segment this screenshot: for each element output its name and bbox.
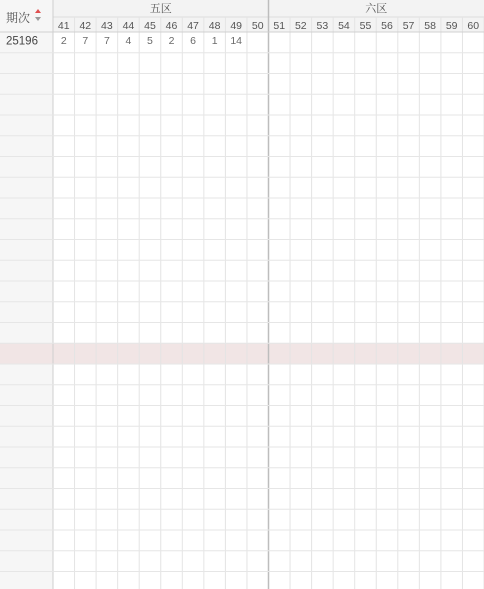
column-header: 52 <box>294 20 307 32</box>
column-header: 54 <box>338 20 350 32</box>
miss-count: 14 <box>230 35 243 48</box>
column-header: 48 <box>208 20 221 32</box>
period-column-bg <box>0 0 53 589</box>
miss-count: 2 <box>60 35 67 48</box>
column-header: 46 <box>165 20 178 32</box>
column-header: 58 <box>424 20 436 32</box>
column-header: 50 <box>251 20 264 32</box>
column-header: 41 <box>57 20 70 32</box>
column-header: 56 <box>381 20 393 32</box>
column-header: 44 <box>122 20 135 32</box>
column-header: 45 <box>144 20 156 32</box>
column-header: 60 <box>467 20 480 32</box>
period-header[interactable]: 期次 <box>6 11 31 25</box>
column-header: 42 <box>79 20 92 32</box>
miss-count: 2 <box>168 35 175 48</box>
zone6-label: 六区 <box>365 3 388 15</box>
column-header: 55 <box>359 20 372 32</box>
highlighted-row <box>0 343 484 364</box>
miss-count: 4 <box>125 35 132 48</box>
period-number: 25196 <box>6 35 38 48</box>
column-header: 51 <box>273 20 286 32</box>
column-header: 59 <box>445 20 458 32</box>
column-header: 49 <box>230 20 243 32</box>
miss-count: 1 <box>211 35 218 48</box>
zone5-label: 五区 <box>149 3 172 15</box>
column-header: 43 <box>101 20 113 32</box>
miss-count: 6 <box>190 35 196 48</box>
column-header: 57 <box>402 20 415 32</box>
column-header: 53 <box>316 20 329 32</box>
column-header: 47 <box>187 20 199 32</box>
miss-count: 7 <box>82 35 89 48</box>
miss-count: 5 <box>147 35 153 48</box>
miss-count: 7 <box>103 35 110 48</box>
